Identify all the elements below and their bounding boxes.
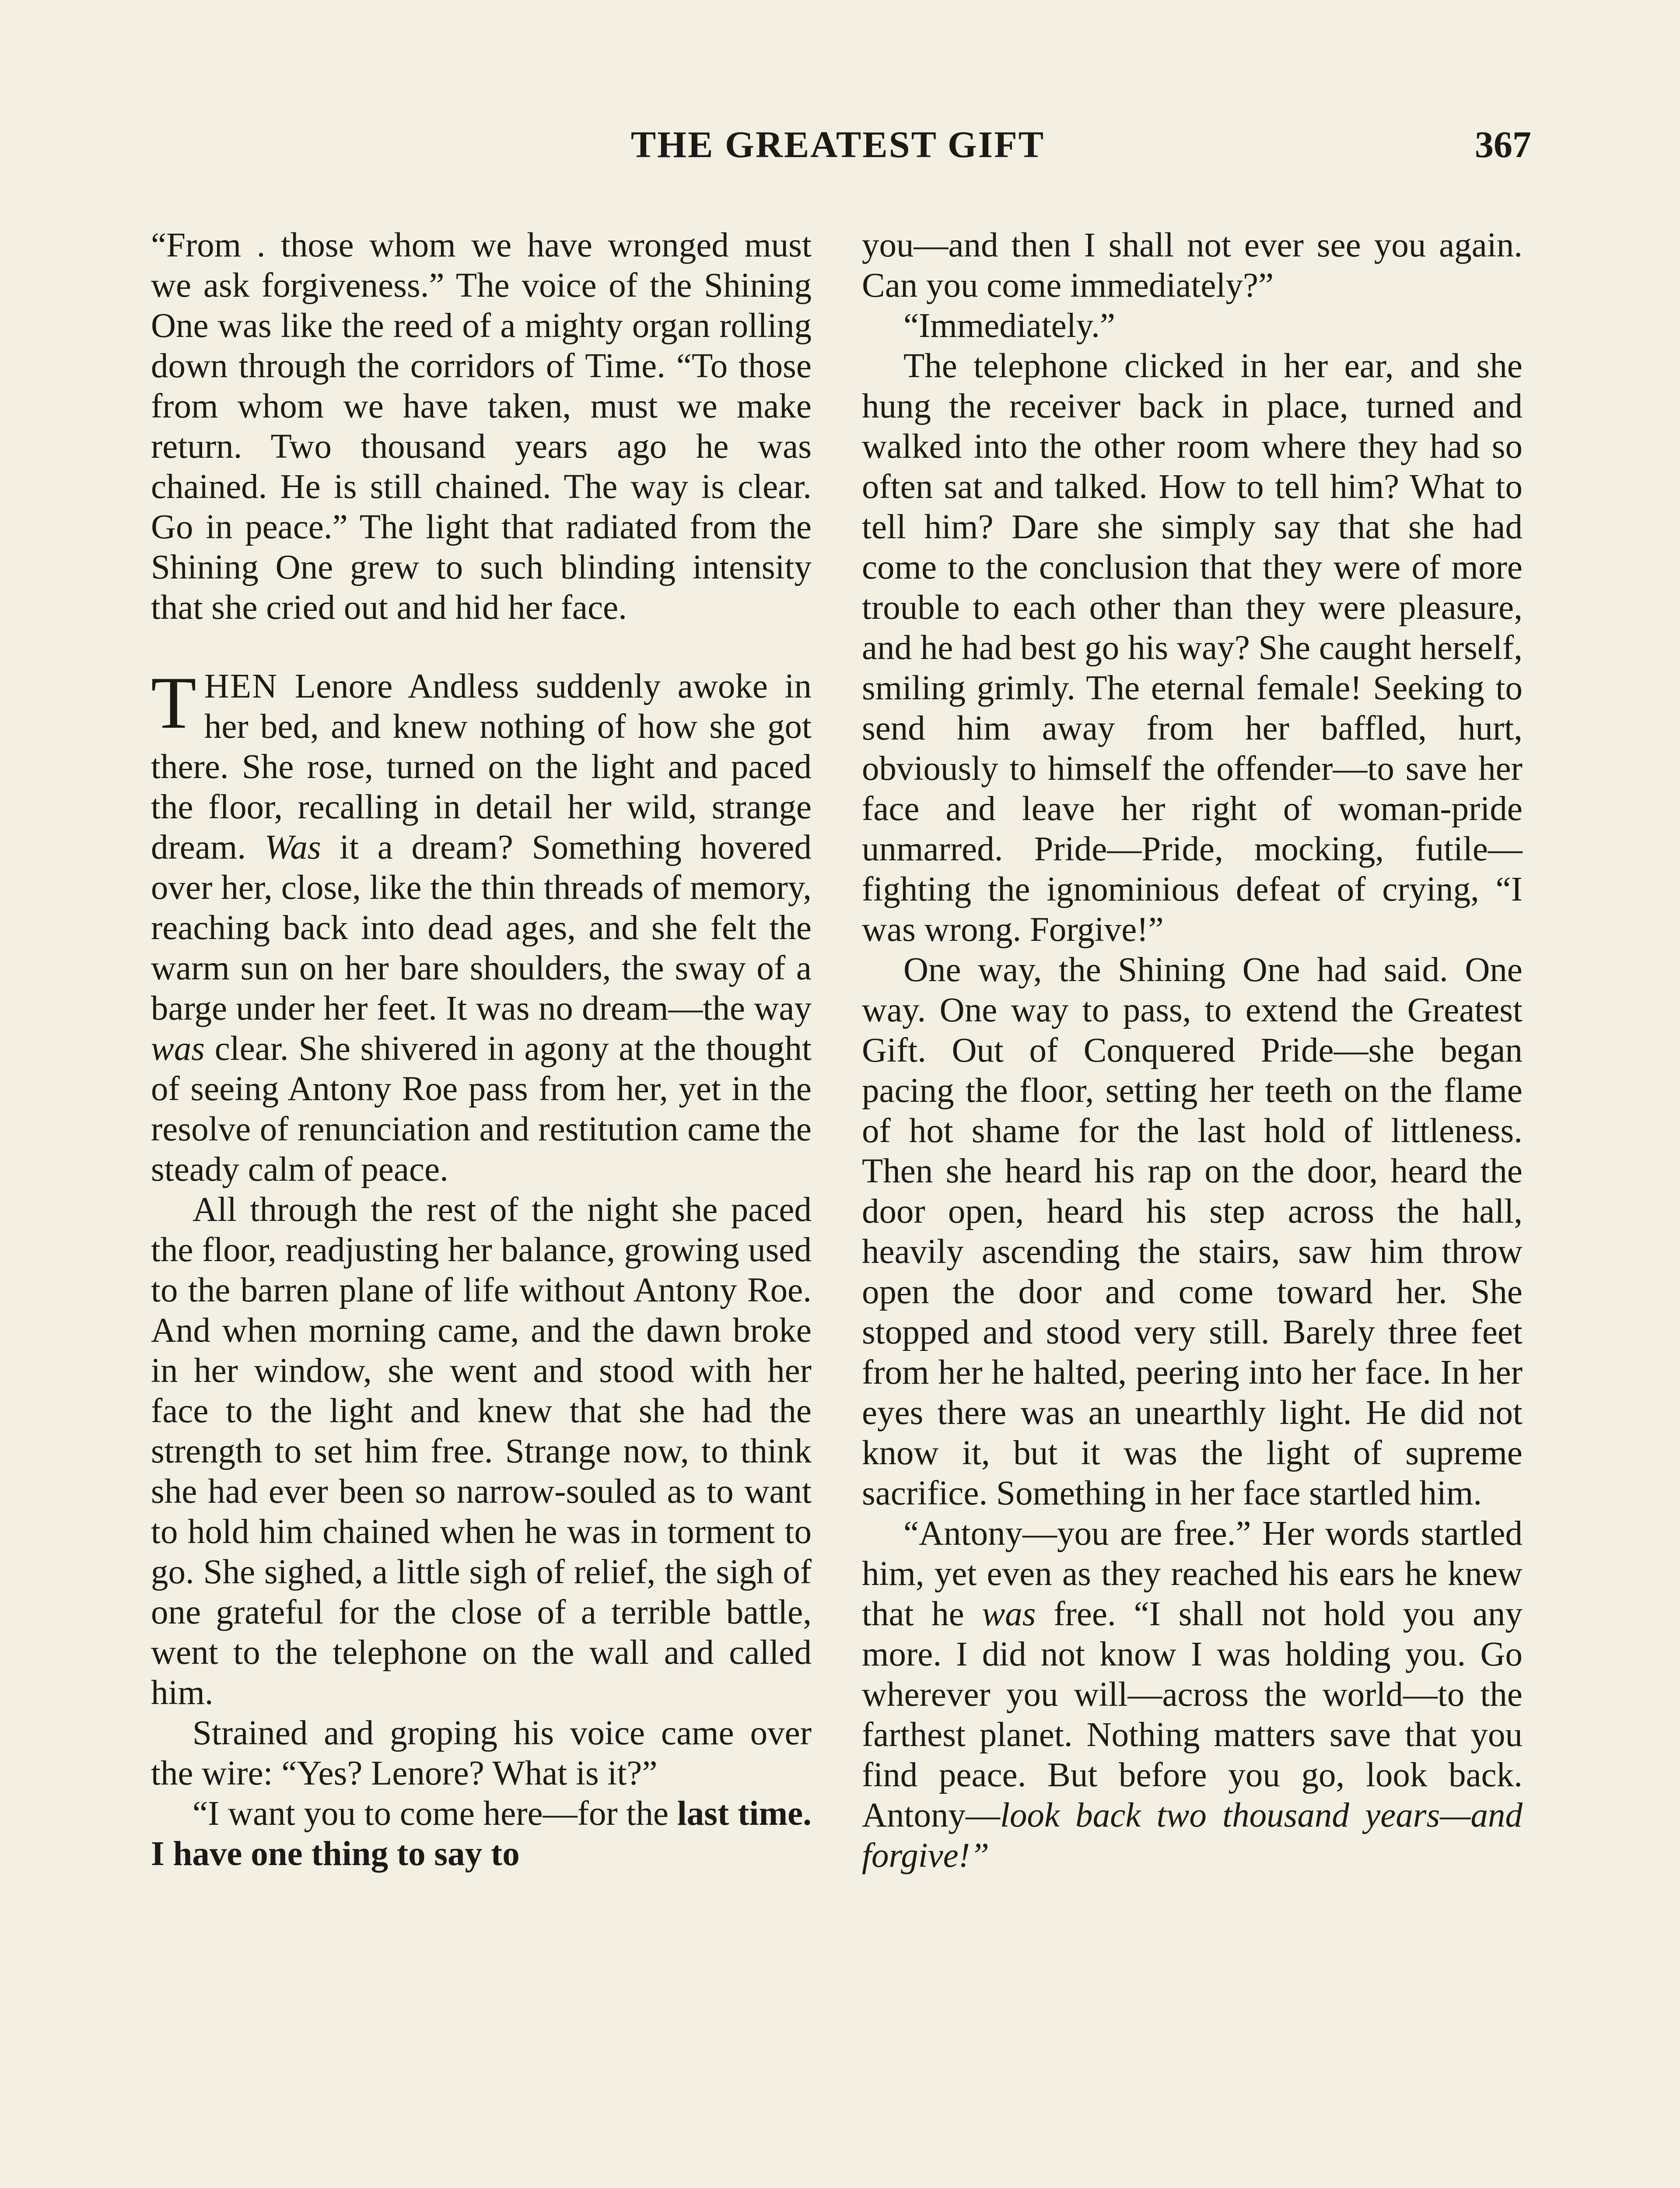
italic-text: Was bbox=[264, 828, 321, 866]
paragraph: One way, the Shining One had said. One way. One way to pass, to extend the Greatest Gift. Out of Conquered Pride—she began pacing the floor, setting her teeth on the flame of hot shame for the last hold of littleness. Then she heard his rap on the door, heard the door open, heard his step across the hall, heavily ascending the stairs, saw him throw open the door and come toward her. She stopped and stood very still. Barely three feet from her he halted, peering into her face. In her eyes there was an unearthly light. He did not know it, but it was the light of supreme sacrifice. Something in her face startled him. bbox=[862, 951, 1522, 1512]
paragraph: you—and then I shall not ever see you again. Can you come immediately?” bbox=[862, 226, 1522, 305]
paragraph: “Immediately.” bbox=[903, 307, 1115, 345]
italic-text: was bbox=[151, 1030, 205, 1068]
italic-text: look back two thousand years—and forgive!” bbox=[862, 1796, 1522, 1875]
paragraph: All through the rest of the night she paced the floor, readjusting her balance, growing used to the barren plane of life without Antony Roe. And when morning came, and the dawn broke in her window, she went and stood with her face to the light and knew that she had the strength to set him free. Strange now, to think she had ever been so narrow-souled as to want to hold him chained when he was in torment to go. She sighed, a little sigh of relief, the sigh of one grateful for the close of a terrible battle, went to the telephone on the wall and called him. bbox=[151, 1191, 812, 1712]
small-caps-lead: HEN bbox=[204, 667, 278, 705]
paragraph bbox=[862, 1514, 1522, 1876]
running-title: THE GREATEST GIFT bbox=[630, 123, 1045, 165]
text-run: it a dream? Something hovered over her, close, like the thin threads of memory, reaching back into dead ages, and she felt the warm sun on her bare shoulders, the sway of a barge under her feet. It was no dream—the way bbox=[151, 828, 812, 1027]
page-number: 367 bbox=[1475, 123, 1531, 165]
italic-text: was bbox=[982, 1595, 1036, 1633]
text-run: clear. She shivered in agony at the thought of seeing Antony Roe pass from her, yet in the resolve of renunciation and restitution came the steady calm of peace. bbox=[151, 1030, 812, 1189]
page-header bbox=[151, 118, 1531, 175]
text-run: free. “I shall not hold you any more. I did not know I was holding you. Go wherever you will—across the world—to the farthest planet. Nothing matters save that you find peace. But before you go, look back. Antony— bbox=[862, 1595, 1523, 1834]
paragraph: “From . those whom we have wronged must we ask forgiveness.” The voice of the Shining One was like the reed of a mighty organ rolling down through the corridors of Time. “To those from whom we have taken, must we make return. Two thousand years ago he was chained. He is still chained. The way is clear. Go in peace.” The light that radiated from the Shining One grew to such blinding intensity that she cried out and hid her face. bbox=[151, 226, 812, 627]
left-column bbox=[151, 225, 812, 1874]
right-column bbox=[862, 225, 1522, 1876]
text-run: “Antony—you are free.” Her words startled him, yet even as they reached his ears he knew that he bbox=[862, 1515, 1522, 1633]
text-run: “I want you to come here—for the bbox=[192, 1795, 677, 1833]
paragraph: The telephone clicked in her ear, and she hung the receiver back in place, turned and walked into the other room where they had so often sat and talked. How to tell him? What to tell him? Dare she simply say that she had come to the conclusion that they were of more trouble to each other than they were pleasure, and he had best go his way? She caught herself, smiling grimly. The eternal female! Seeking to send him away from her baffled, hurt, obviously to himself the offender—to save her face and leave her right of woman-pride unmarred. Pride—Pride, mocking, futile—fighting the ignominious defeat of crying, “I was wrong. Forgive!” bbox=[862, 347, 1522, 949]
paragraph bbox=[151, 1794, 812, 1874]
bold-text: last time. I have one thing to say to bbox=[151, 1795, 812, 1873]
text-run: Lenore Andless suddenly awoke in her bed, and knew nothing of how she got there. She rose, turned on the light and paced the floor, recalling in detail her wild, strange dream. bbox=[151, 667, 812, 866]
drop-cap: T bbox=[151, 662, 196, 744]
section-paragraph bbox=[151, 662, 812, 1190]
paragraph: Strained and groping his voice came over the wire: “Yes? Lenore? What is it?” bbox=[151, 1714, 812, 1792]
